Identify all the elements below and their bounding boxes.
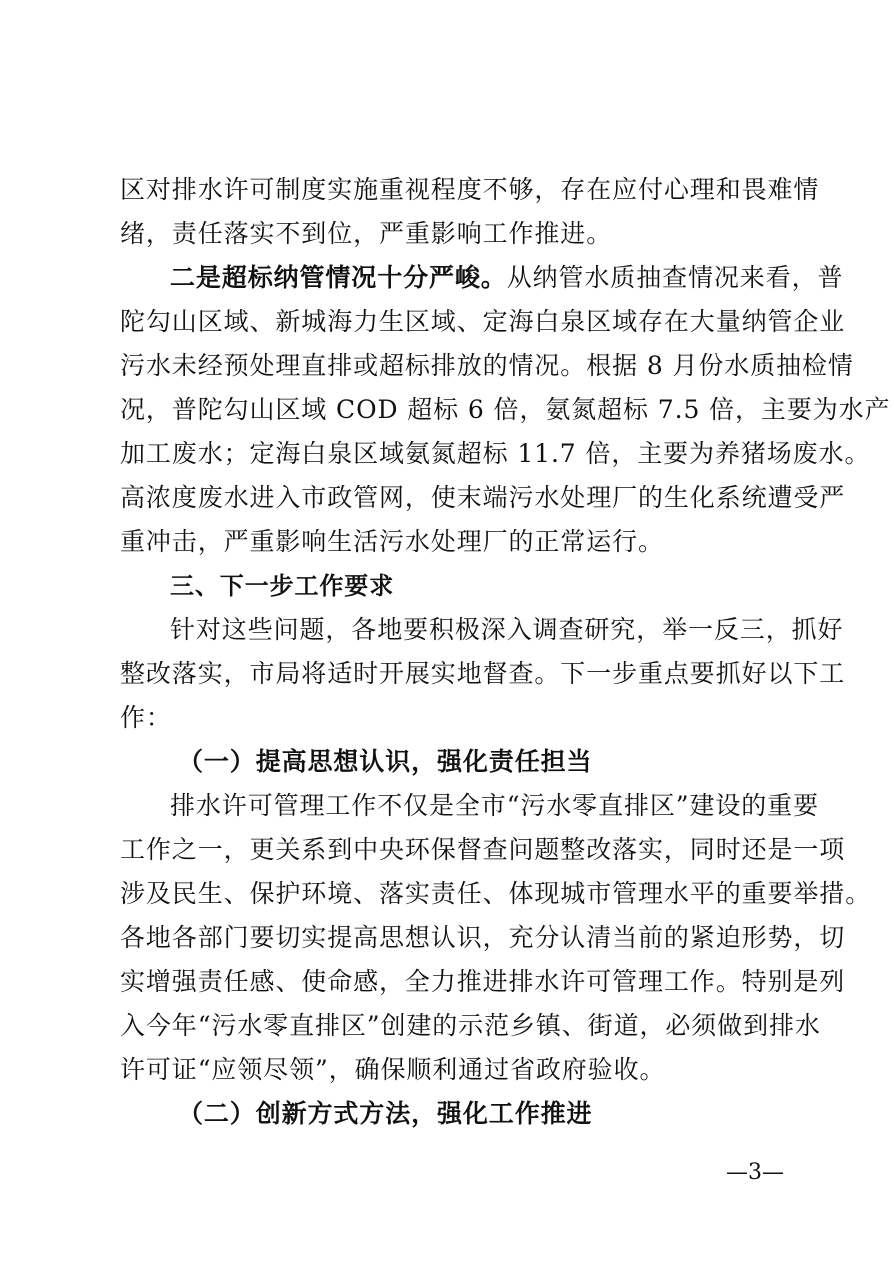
text-line bbox=[120, 256, 844, 300]
text-line: 许可证“应领尽领”，确保顺利通过省政府验收。 bbox=[120, 1055, 666, 1084]
text-line: 作： bbox=[120, 703, 172, 732]
emphasis-lead: 二是超标纳管情况十分严峻。 bbox=[170, 263, 507, 292]
text-line: 高浓度废水进入市政管网，使末端污水处理厂的生化系统遭受严 bbox=[120, 483, 846, 512]
text-span: 从纳管水质抽查情况来看，普 bbox=[506, 263, 844, 292]
text-line: 陀勾山区域、新城海力生区域、定海白泉区域存在大量纳管企业 bbox=[120, 307, 846, 336]
text-line: 整改落实，市局将适时开展实地督查。下一步重点要抓好以下工 bbox=[120, 659, 846, 688]
subsection-heading: （一）提高思想认识，强化责任担当 bbox=[178, 747, 593, 776]
text-line: 排水许可管理工作不仅是全市“污水零直排区”建设的重要 bbox=[170, 791, 819, 820]
body-text bbox=[120, 168, 891, 1136]
text-line: 针对这些问题，各地要积极深入调查研究，举一反三，抓好 bbox=[170, 615, 844, 644]
text-line: 入今年“污水零直排区”创建的示范乡镇、街道，必须做到排水 bbox=[120, 1011, 821, 1040]
text-line: 各地各部门要切实提高思想认识，充分认清当前的紧迫形势，切 bbox=[120, 923, 846, 952]
text-line: 实增强责任感、使命感，全力推进排水许可管理工作。特别是列 bbox=[120, 967, 846, 996]
text-line: 况，普陀勾山区域 COD 超标 6 倍，氨氮超标 7.5 倍，主要为水产 bbox=[120, 395, 891, 424]
text-line: 加工废水；定海白泉区域氨氮超标 11.7 倍，主要为养猪场废水。 bbox=[120, 439, 871, 468]
section-heading: 三、下一步工作要求 bbox=[170, 572, 395, 600]
text-line: 污水未经预处理直排或超标排放的情况。根据 8 月份水质抽检情 bbox=[120, 351, 854, 380]
text-line: 涉及民生、保护环境、落实责任、体现城市管理水平的重要举措。 bbox=[120, 879, 872, 908]
page-number: —3— bbox=[726, 1160, 784, 1185]
text-line: 工作之一，更关系到中央环保督查问题整改落实，同时还是一项 bbox=[120, 835, 846, 864]
text-line: 重冲击，严重影响生活污水处理厂的正常运行。 bbox=[120, 527, 664, 556]
text-line: 区对排水许可制度实施重视程度不够，存在应付心理和畏难情 bbox=[120, 175, 820, 204]
text-line: 绪，责任落实不到位，严重影响工作推进。 bbox=[120, 219, 613, 248]
subsection-heading: （二）创新方式方法，强化工作推进 bbox=[178, 1099, 593, 1128]
